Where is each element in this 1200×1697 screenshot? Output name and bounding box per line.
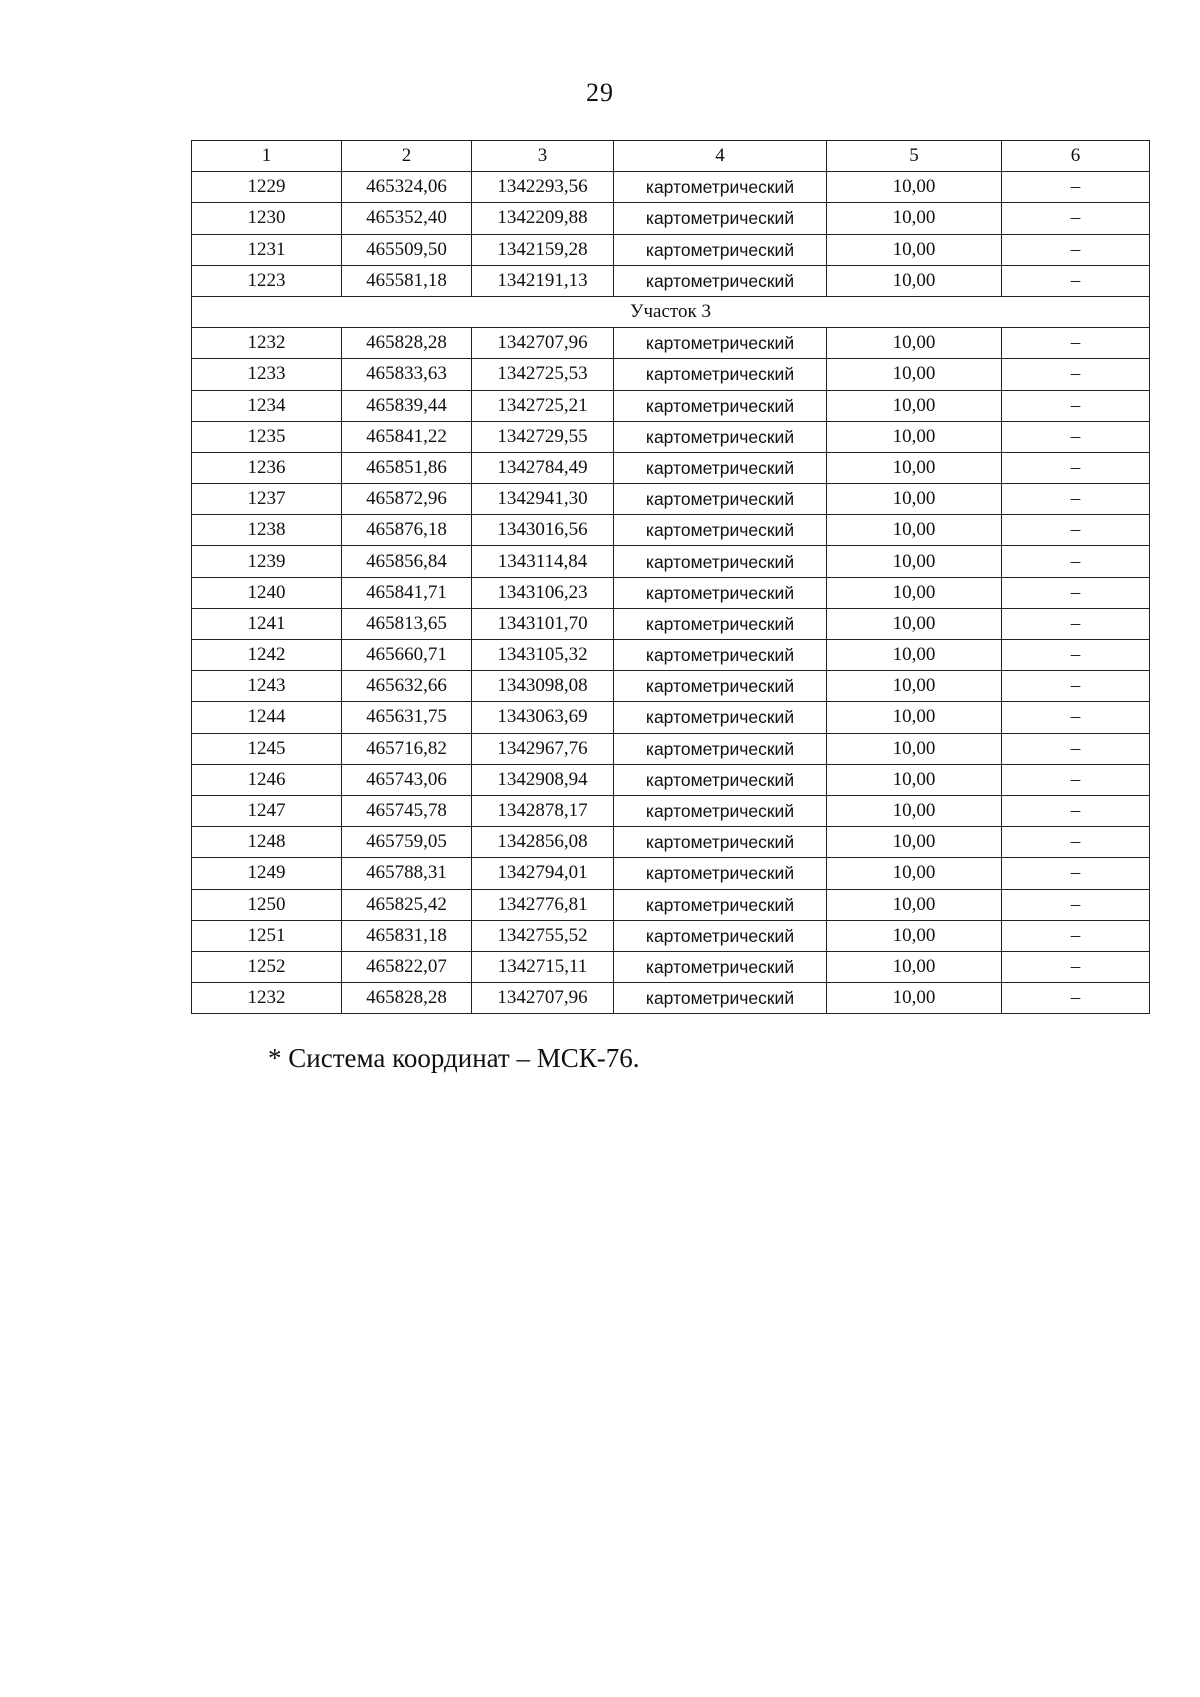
- accuracy-cell: 10,00: [827, 172, 1002, 203]
- y-coordinate-cell: 1342755,52: [472, 920, 614, 951]
- point-number-cell: 1251: [192, 920, 342, 951]
- y-coordinate-cell: 1343098,08: [472, 671, 614, 702]
- y-coordinate-cell: 1343105,32: [472, 640, 614, 671]
- point-number-cell: 1231: [192, 234, 342, 265]
- accuracy-cell: 10,00: [827, 359, 1002, 390]
- accuracy-cell: 10,00: [827, 827, 1002, 858]
- table-row: [192, 359, 1150, 390]
- method-cell: картометрический: [614, 827, 827, 858]
- column-header: 1: [192, 141, 342, 172]
- x-coordinate-cell: 465581,18: [342, 265, 472, 296]
- extra-cell: –: [1002, 608, 1150, 639]
- point-number-cell: 1244: [192, 702, 342, 733]
- extra-cell: –: [1002, 172, 1150, 203]
- x-coordinate-cell: 465324,06: [342, 172, 472, 203]
- point-number-cell: 1223: [192, 265, 342, 296]
- accuracy-cell: 10,00: [827, 452, 1002, 483]
- table-header-row: [192, 141, 1150, 172]
- table-row: [192, 577, 1150, 608]
- extra-cell: –: [1002, 702, 1150, 733]
- accuracy-cell: 10,00: [827, 484, 1002, 515]
- extra-cell: –: [1002, 671, 1150, 702]
- accuracy-cell: 10,00: [827, 920, 1002, 951]
- y-coordinate-cell: 1342878,17: [472, 795, 614, 826]
- accuracy-cell: 10,00: [827, 640, 1002, 671]
- y-coordinate-cell: 1342967,76: [472, 733, 614, 764]
- x-coordinate-cell: 465822,07: [342, 951, 472, 982]
- extra-cell: –: [1002, 359, 1150, 390]
- table-row: [192, 889, 1150, 920]
- x-coordinate-cell: 465788,31: [342, 858, 472, 889]
- accuracy-cell: 10,00: [827, 577, 1002, 608]
- method-cell: картометрический: [614, 889, 827, 920]
- extra-cell: –: [1002, 577, 1150, 608]
- method-cell: картометрический: [614, 795, 827, 826]
- extra-cell: –: [1002, 920, 1150, 951]
- extra-cell: –: [1002, 515, 1150, 546]
- extra-cell: –: [1002, 640, 1150, 671]
- x-coordinate-cell: 465841,22: [342, 421, 472, 452]
- y-coordinate-cell: 1342908,94: [472, 764, 614, 795]
- table-row: [192, 764, 1150, 795]
- x-coordinate-cell: 465856,84: [342, 546, 472, 577]
- page-number: 29: [586, 78, 614, 107]
- method-cell: картометрический: [614, 671, 827, 702]
- table-row: [192, 421, 1150, 452]
- column-header: 6: [1002, 141, 1150, 172]
- method-cell: картометрический: [614, 390, 827, 421]
- method-cell: картометрический: [614, 484, 827, 515]
- table-row: [192, 983, 1150, 1014]
- point-number-cell: 1235: [192, 421, 342, 452]
- x-coordinate-cell: 465813,65: [342, 608, 472, 639]
- y-coordinate-cell: 1342729,55: [472, 421, 614, 452]
- table-row: [192, 484, 1150, 515]
- extra-cell: –: [1002, 546, 1150, 577]
- y-coordinate-cell: 1342707,96: [472, 328, 614, 359]
- extra-cell: –: [1002, 203, 1150, 234]
- column-header: 5: [827, 141, 1002, 172]
- method-cell: картометрический: [614, 234, 827, 265]
- y-coordinate-cell: 1342715,11: [472, 951, 614, 982]
- method-cell: картометрический: [614, 421, 827, 452]
- table-row: [192, 608, 1150, 639]
- x-coordinate-cell: 465839,44: [342, 390, 472, 421]
- method-cell: картометрический: [614, 359, 827, 390]
- method-cell: картометрический: [614, 858, 827, 889]
- coordinates-table-body: [192, 141, 1150, 1014]
- coordinates-table: [191, 140, 1150, 1014]
- method-cell: картометрический: [614, 577, 827, 608]
- y-coordinate-cell: 1343114,84: [472, 546, 614, 577]
- method-cell: картометрический: [614, 702, 827, 733]
- method-cell: картометрический: [614, 546, 827, 577]
- x-coordinate-cell: 465352,40: [342, 203, 472, 234]
- table-row: [192, 858, 1150, 889]
- y-coordinate-cell: 1342776,81: [472, 889, 614, 920]
- method-cell: картометрический: [614, 328, 827, 359]
- method-cell: картометрический: [614, 265, 827, 296]
- accuracy-cell: 10,00: [827, 858, 1002, 889]
- extra-cell: –: [1002, 328, 1150, 359]
- method-cell: картометрический: [614, 920, 827, 951]
- extra-cell: –: [1002, 390, 1150, 421]
- x-coordinate-cell: 465509,50: [342, 234, 472, 265]
- point-number-cell: 1252: [192, 951, 342, 982]
- x-coordinate-cell: 465828,28: [342, 328, 472, 359]
- table-row: [192, 702, 1150, 733]
- point-number-cell: 1248: [192, 827, 342, 858]
- accuracy-cell: 10,00: [827, 951, 1002, 982]
- y-coordinate-cell: 1342725,53: [472, 359, 614, 390]
- y-coordinate-cell: 1342191,13: [472, 265, 614, 296]
- point-number-cell: 1242: [192, 640, 342, 671]
- extra-cell: –: [1002, 951, 1150, 982]
- x-coordinate-cell: 465828,28: [342, 983, 472, 1014]
- accuracy-cell: 10,00: [827, 983, 1002, 1014]
- x-coordinate-cell: 465833,63: [342, 359, 472, 390]
- point-number-cell: 1250: [192, 889, 342, 920]
- accuracy-cell: 10,00: [827, 234, 1002, 265]
- y-coordinate-cell: 1342856,08: [472, 827, 614, 858]
- y-coordinate-cell: 1342725,21: [472, 390, 614, 421]
- y-coordinate-cell: 1343016,56: [472, 515, 614, 546]
- column-header: 2: [342, 141, 472, 172]
- y-coordinate-cell: 1342784,49: [472, 452, 614, 483]
- coordinate-system-footnote: * Система координат – МСК-76.: [268, 1043, 640, 1073]
- section-row: [192, 296, 1150, 327]
- accuracy-cell: 10,00: [827, 515, 1002, 546]
- x-coordinate-cell: 465631,75: [342, 702, 472, 733]
- accuracy-cell: 10,00: [827, 390, 1002, 421]
- table-row: [192, 390, 1150, 421]
- point-number-cell: 1239: [192, 546, 342, 577]
- extra-cell: –: [1002, 983, 1150, 1014]
- x-coordinate-cell: 465743,06: [342, 764, 472, 795]
- accuracy-cell: 10,00: [827, 265, 1002, 296]
- y-coordinate-cell: 1342707,96: [472, 983, 614, 1014]
- table-row: [192, 328, 1150, 359]
- accuracy-cell: 10,00: [827, 733, 1002, 764]
- point-number-cell: 1238: [192, 515, 342, 546]
- x-coordinate-cell: 465759,05: [342, 827, 472, 858]
- y-coordinate-cell: 1342209,88: [472, 203, 614, 234]
- extra-cell: –: [1002, 795, 1150, 826]
- point-number-cell: 1240: [192, 577, 342, 608]
- method-cell: картометрический: [614, 203, 827, 234]
- extra-cell: –: [1002, 265, 1150, 296]
- table-row: [192, 265, 1150, 296]
- point-number-cell: 1236: [192, 452, 342, 483]
- point-number-cell: 1241: [192, 608, 342, 639]
- y-coordinate-cell: 1342159,28: [472, 234, 614, 265]
- x-coordinate-cell: 465745,78: [342, 795, 472, 826]
- table-row: [192, 203, 1150, 234]
- y-coordinate-cell: 1342293,56: [472, 172, 614, 203]
- point-number-cell: 1237: [192, 484, 342, 515]
- y-coordinate-cell: 1343063,69: [472, 702, 614, 733]
- extra-cell: –: [1002, 452, 1150, 483]
- accuracy-cell: 10,00: [827, 889, 1002, 920]
- accuracy-cell: 10,00: [827, 764, 1002, 795]
- point-number-cell: 1246: [192, 764, 342, 795]
- point-number-cell: 1234: [192, 390, 342, 421]
- section-title: Участок 3: [192, 296, 1150, 327]
- point-number-cell: 1229: [192, 172, 342, 203]
- point-number-cell: 1230: [192, 203, 342, 234]
- point-number-cell: 1232: [192, 328, 342, 359]
- table-row: [192, 452, 1150, 483]
- y-coordinate-cell: 1342941,30: [472, 484, 614, 515]
- accuracy-cell: 10,00: [827, 702, 1002, 733]
- table-row: [192, 234, 1150, 265]
- table-row: [192, 671, 1150, 702]
- table-row: [192, 172, 1150, 203]
- x-coordinate-cell: 465716,82: [342, 733, 472, 764]
- point-number-cell: 1233: [192, 359, 342, 390]
- x-coordinate-cell: 465632,66: [342, 671, 472, 702]
- extra-cell: –: [1002, 484, 1150, 515]
- method-cell: картометрический: [614, 983, 827, 1014]
- point-number-cell: 1232: [192, 983, 342, 1014]
- x-coordinate-cell: 465831,18: [342, 920, 472, 951]
- accuracy-cell: 10,00: [827, 795, 1002, 826]
- method-cell: картометрический: [614, 733, 827, 764]
- table-row: [192, 920, 1150, 951]
- table-row: [192, 733, 1150, 764]
- method-cell: картометрический: [614, 515, 827, 546]
- table-row: [192, 827, 1150, 858]
- table-row: [192, 795, 1150, 826]
- x-coordinate-cell: 465660,71: [342, 640, 472, 671]
- method-cell: картометрический: [614, 172, 827, 203]
- point-number-cell: 1245: [192, 733, 342, 764]
- column-header: 3: [472, 141, 614, 172]
- y-coordinate-cell: 1343106,23: [472, 577, 614, 608]
- extra-cell: –: [1002, 827, 1150, 858]
- extra-cell: –: [1002, 421, 1150, 452]
- table-row: [192, 640, 1150, 671]
- y-coordinate-cell: 1342794,01: [472, 858, 614, 889]
- accuracy-cell: 10,00: [827, 328, 1002, 359]
- x-coordinate-cell: 465872,96: [342, 484, 472, 515]
- method-cell: картометрический: [614, 951, 827, 982]
- extra-cell: –: [1002, 858, 1150, 889]
- x-coordinate-cell: 465841,71: [342, 577, 472, 608]
- method-cell: картометрический: [614, 764, 827, 795]
- method-cell: картометрический: [614, 640, 827, 671]
- table-row: [192, 515, 1150, 546]
- extra-cell: –: [1002, 234, 1150, 265]
- extra-cell: –: [1002, 733, 1150, 764]
- x-coordinate-cell: 465851,86: [342, 452, 472, 483]
- method-cell: картометрический: [614, 452, 827, 483]
- point-number-cell: 1249: [192, 858, 342, 889]
- accuracy-cell: 10,00: [827, 546, 1002, 577]
- table-row: [192, 951, 1150, 982]
- method-cell: картометрический: [614, 608, 827, 639]
- x-coordinate-cell: 465876,18: [342, 515, 472, 546]
- table-row: [192, 546, 1150, 577]
- accuracy-cell: 10,00: [827, 421, 1002, 452]
- accuracy-cell: 10,00: [827, 203, 1002, 234]
- point-number-cell: 1243: [192, 671, 342, 702]
- x-coordinate-cell: 465825,42: [342, 889, 472, 920]
- extra-cell: –: [1002, 889, 1150, 920]
- extra-cell: –: [1002, 764, 1150, 795]
- accuracy-cell: 10,00: [827, 608, 1002, 639]
- point-number-cell: 1247: [192, 795, 342, 826]
- y-coordinate-cell: 1343101,70: [472, 608, 614, 639]
- column-header: 4: [614, 141, 827, 172]
- accuracy-cell: 10,00: [827, 671, 1002, 702]
